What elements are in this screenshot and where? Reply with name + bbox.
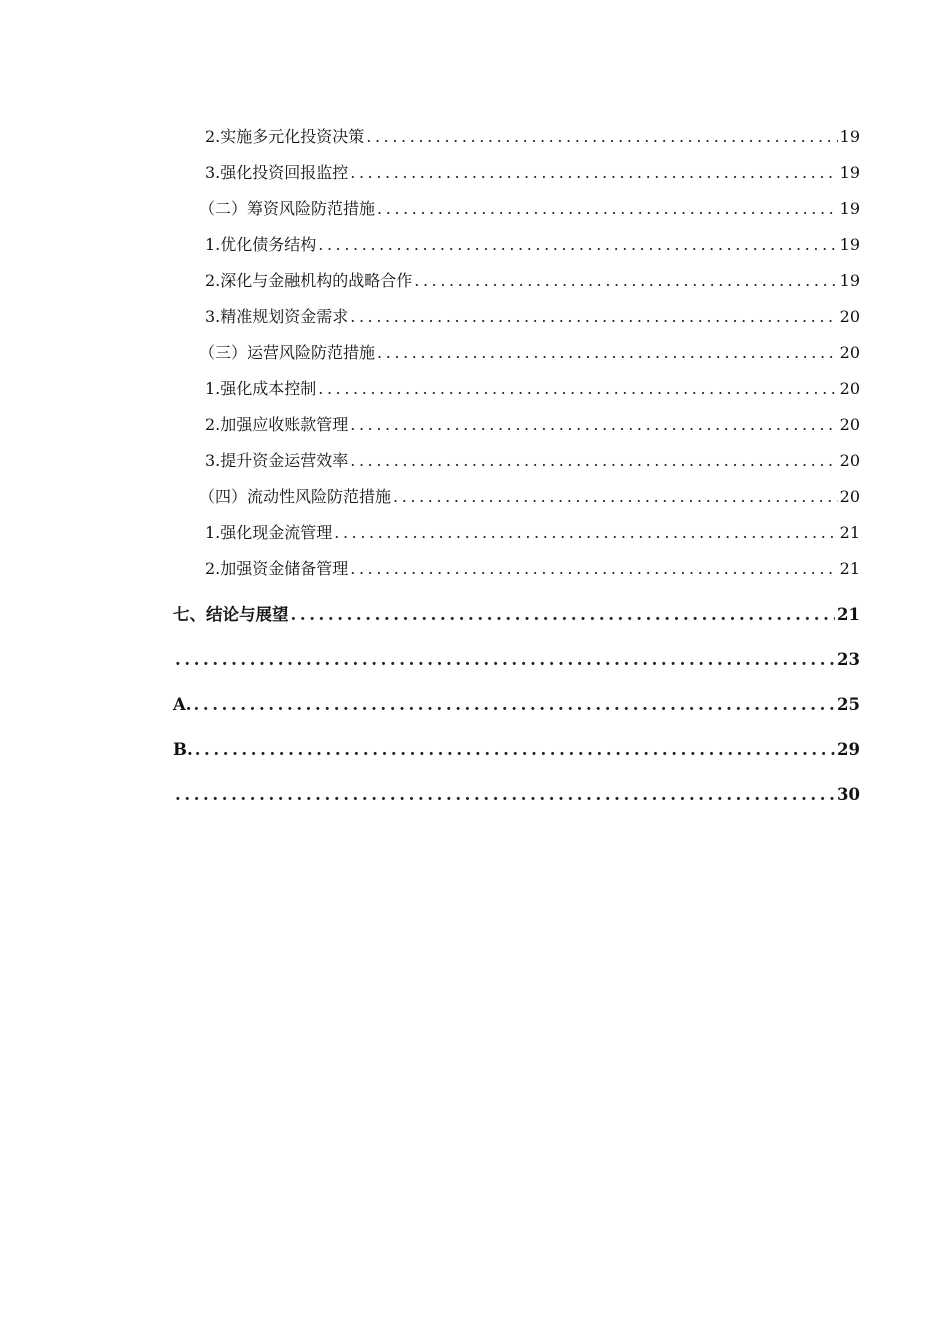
- toc-entry[interactable]: [173, 399, 860, 435]
- toc-leader-dots: [393, 487, 838, 507]
- toc-entry[interactable]: [173, 471, 860, 507]
- toc-entry-page: 30: [837, 785, 860, 804]
- toc-entry-page: 19: [839, 235, 860, 254]
- toc-entry-page: 19: [839, 127, 860, 146]
- toc-entry[interactable]: [173, 435, 860, 471]
- toc-entry-label: A.: [173, 695, 192, 714]
- toc-entry-label: 1.强化成本控制: [205, 379, 317, 398]
- toc-entry-page: 20: [839, 343, 860, 362]
- toc-entry-page: 23: [837, 650, 860, 669]
- toc-entry-page: 19: [839, 199, 860, 218]
- toc-entry-page: 29: [837, 740, 860, 759]
- toc-entry-label: 1.强化现金流管理: [205, 523, 333, 542]
- toc-entry-label: 2.深化与金融机构的战略合作: [205, 271, 413, 290]
- toc-entry-page: 20: [839, 415, 860, 434]
- toc-entry[interactable]: [173, 715, 860, 760]
- toc-entry-label: 1.优化债务结构: [205, 235, 317, 254]
- toc-entry[interactable]: [173, 670, 860, 715]
- toc-entry[interactable]: [173, 579, 860, 625]
- toc-entry[interactable]: [173, 111, 860, 147]
- toc-leader-dots: [350, 559, 837, 579]
- toc-leader-dots: [291, 605, 836, 625]
- toc-entry-label: 3.强化投资回报监控: [205, 163, 349, 182]
- toc-entry-label: （三）运营风险防范措施: [199, 343, 376, 362]
- toc-leader-dots: [350, 451, 837, 471]
- toc-entry-label: 3.提升资金运营效率: [205, 451, 349, 470]
- toc-entry-label: B.: [173, 740, 193, 759]
- toc-entry-label: 2.加强资金储备管理: [205, 559, 349, 578]
- toc-entry[interactable]: [173, 327, 860, 363]
- toc-entry[interactable]: [173, 363, 860, 399]
- toc-entry-label: 2.加强应收账款管理: [205, 415, 349, 434]
- toc-entry-page: 21: [839, 523, 860, 542]
- toc-entry-label: 2.实施多元化投资决策: [205, 127, 365, 146]
- toc-leader-dots: [377, 343, 838, 363]
- toc-entry[interactable]: [173, 183, 860, 219]
- toc-entry-page: 19: [839, 163, 860, 182]
- toc-leader-dots: [350, 415, 837, 435]
- toc-entry-page: 21: [839, 559, 860, 578]
- toc-entry[interactable]: [173, 543, 860, 579]
- toc-entry[interactable]: [173, 255, 860, 291]
- toc-entry-label: （四）流动性风险防范措施: [199, 487, 392, 506]
- toc-entry[interactable]: [173, 507, 860, 543]
- toc-leader-dots: [318, 379, 837, 399]
- toc-entry-label: （二）筹资风险防范措施: [199, 199, 376, 218]
- toc-leader-dots: [194, 695, 835, 715]
- toc-entry[interactable]: [173, 625, 860, 670]
- toc-entry[interactable]: [173, 291, 860, 327]
- toc-entry[interactable]: [173, 219, 860, 255]
- toc-entry-page: 20: [839, 451, 860, 470]
- toc-entry-page: 20: [839, 487, 860, 506]
- toc-leader-dots: [195, 740, 835, 760]
- toc-leader-dots: [175, 650, 835, 670]
- toc-entry[interactable]: [173, 760, 860, 805]
- toc-entry[interactable]: [173, 147, 860, 183]
- toc-leader-dots: [175, 785, 835, 805]
- toc-entry-page: 20: [839, 379, 860, 398]
- toc-entry-page: 20: [839, 307, 860, 326]
- toc-entry-label: 3.精准规划资金需求: [205, 307, 349, 326]
- toc-entry-page: 21: [837, 605, 860, 624]
- table-of-contents: [173, 111, 860, 805]
- toc-leader-dots: [377, 199, 838, 219]
- toc-leader-dots: [350, 163, 837, 183]
- toc-leader-dots: [334, 523, 837, 543]
- toc-entry-page: 19: [839, 271, 860, 290]
- toc-leader-dots: [318, 235, 837, 255]
- toc-leader-dots: [350, 307, 837, 327]
- toc-leader-dots: [414, 271, 837, 291]
- toc-entry-page: 25: [837, 695, 860, 714]
- toc-entry-label: 七、结论与展望: [173, 605, 289, 624]
- toc-leader-dots: [366, 127, 837, 147]
